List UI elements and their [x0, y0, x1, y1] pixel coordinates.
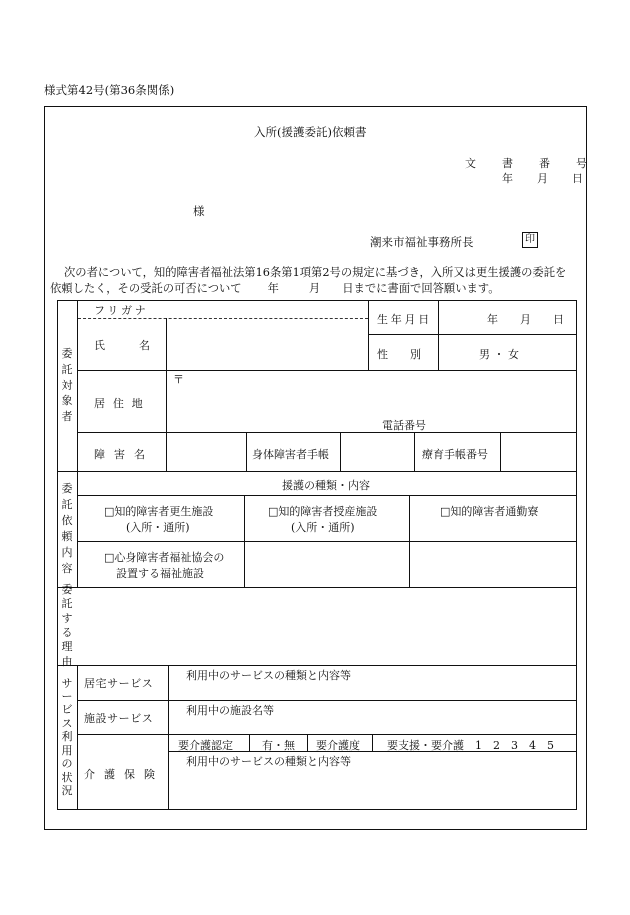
phone-label: 電話番号 [382, 419, 426, 432]
postal-mark: 〒 [173, 373, 184, 386]
form-number: 様式第42号(第36条関係) [44, 83, 175, 97]
s1-vline-name [166, 318, 167, 370]
care-insurance-note: 利用中のサービスの種類と内容等 [186, 755, 351, 768]
section-label-subject: 委 託 対 象 者 [61, 346, 73, 424]
s1-hline-disability [77, 432, 576, 433]
option-welfare-assoc-2: 設置する福祉施設 [116, 567, 204, 580]
s2-hline-header [77, 495, 576, 496]
sex-label: 性 別 [377, 348, 421, 361]
option-rehab-facility-mode: (入所・通所) [126, 521, 190, 534]
care-insurance-label: 介 護 保 険 [84, 768, 158, 781]
addressee-suffix: 様 [193, 204, 205, 218]
label-column-divider-top [77, 300, 78, 587]
s4-vline-c1 [249, 734, 250, 751]
section-divider-3 [57, 665, 576, 666]
page-title: 入所(援護委託)依頼書 [254, 125, 367, 139]
furigana-dash [78, 318, 368, 319]
body-line-1: 次の者について，知的障害者福祉法第16条第1項第2号の規定に基づき，入所又は更生援護の委託を [64, 266, 567, 279]
care-cert-label: 要介護認定 [178, 739, 233, 752]
table-right-border [576, 300, 577, 810]
section-divider-2 [57, 587, 576, 588]
s1-vline-address [166, 370, 167, 432]
facility-service-note: 利用中の施設名等 [186, 704, 274, 717]
s4-vline-c2 [307, 734, 308, 751]
doc-date-label: 年 月 日 [502, 172, 583, 185]
table-bottom-border [57, 809, 576, 810]
s4-hline-2 [77, 734, 576, 735]
doc-number-label: 文 書 番 号 [465, 157, 587, 170]
ryoiku-handbook-label: 療育手帳番号 [422, 448, 488, 461]
body-line-2: 依頼したく，その受託の可否について 年 月 日までに書面で回答願います。 [50, 282, 500, 295]
s2-hline-mid [77, 541, 576, 542]
care-cert-options: 有・無 [262, 739, 295, 752]
disability-name-label: 障 害 名 [94, 448, 148, 461]
sex-options: 男 ・ 女 [479, 348, 519, 361]
name-label: 氏 名 [94, 339, 150, 352]
support-type-header: 援護の種類・内容 [282, 479, 370, 492]
section-divider-1 [57, 471, 576, 472]
option-rehab-facility: □知的障害者更生施設 [104, 505, 214, 518]
sender-name: 潮来市福祉事務所長 [370, 235, 474, 249]
section-label-request: 委 託 依 頼 内 容 [61, 482, 73, 575]
physical-handbook-label: 身体障害者手帳 [252, 448, 329, 461]
label-column-divider-bottom [77, 665, 78, 810]
seal-mark: 印 [522, 232, 538, 248]
address-label: 居 住 地 [94, 397, 145, 410]
option-welfare-assoc: □心身障害者福祉協会の [104, 551, 225, 564]
s1-vline-dis5 [500, 432, 501, 471]
facility-service-label: 施設サービス [84, 712, 154, 725]
s1-vline-dis2 [246, 432, 247, 471]
s4-vline-c3 [372, 734, 373, 751]
s1-hline-address [77, 370, 576, 371]
home-service-note: 利用中のサービスの種類と内容等 [186, 669, 351, 682]
s1-vline-dis1 [166, 432, 167, 471]
option-work-facility: □知的障害者授産施設 [268, 505, 378, 518]
option-commute-dorm: □知的障害者通勤寮 [440, 505, 539, 518]
s1-vline-right [438, 300, 439, 370]
table-top-border [57, 300, 576, 301]
home-service-label: 居宅サービス [84, 677, 154, 690]
section-label-service-usage: サ ー ビ ス 利 用 の 状 況 [61, 676, 73, 797]
s4-vline-label [168, 665, 169, 810]
s4-hline-1 [77, 700, 576, 701]
option-work-facility-mode: (入所・通所) [291, 521, 355, 534]
s1-vline-mid [368, 300, 369, 370]
birthdate-label: 生年月日 [377, 313, 432, 326]
birthdate-ymd: 年 月 日 [487, 313, 564, 326]
section-label-reason: 委 託 す る 理 由 [61, 583, 73, 668]
furigana-label: フリガナ [94, 304, 149, 317]
care-level-label: 要介護度 [316, 739, 360, 752]
s1-vline-dis4 [414, 432, 415, 471]
s1-vline-dis3 [340, 432, 341, 471]
care-level-options: 要支援・要介護 1 2 3 4 5 [387, 739, 554, 752]
s1-hline-birth [368, 334, 576, 335]
